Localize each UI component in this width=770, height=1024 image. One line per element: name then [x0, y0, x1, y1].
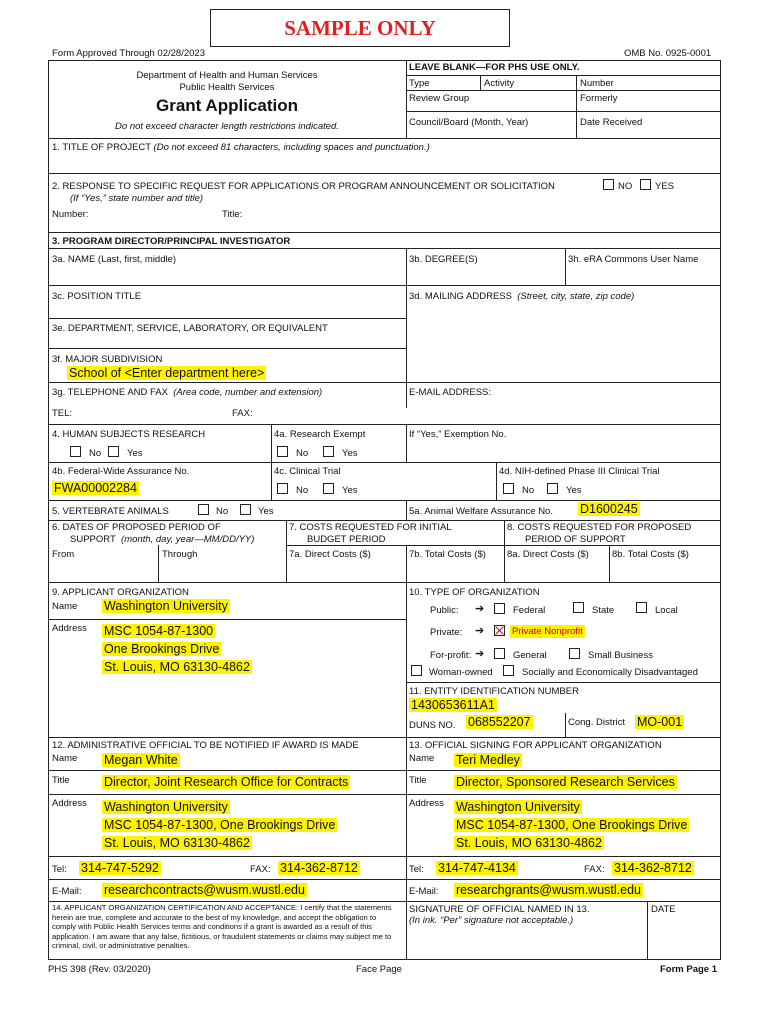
form-approved: Form Approved Through 02/28/2023 [52, 48, 205, 59]
hs-yes-label: Yes [127, 448, 143, 459]
number-label: Number: [52, 209, 89, 220]
va-no-checkbox[interactable] [198, 504, 209, 515]
admin-official-label: 12. ADMINISTRATIVE OFFICIAL TO BE NOTIFIED IF AWARD IS MADE [52, 740, 359, 751]
admin-name-label: Name [52, 753, 78, 764]
arrow-icon: ➔ [475, 648, 485, 660]
admin-email-label: E-Mail: [52, 886, 82, 897]
ein-label: 11. ENTITY IDENTIFICATION NUMBER [409, 686, 579, 697]
human-subjects-label: 4. HUMAN SUBJECTS RESEARCH [52, 429, 206, 440]
arrow-icon: ➔ [475, 625, 485, 637]
blank-type: Type [409, 78, 430, 89]
org-address-label: Address [52, 623, 87, 634]
signer-title-value[interactable]: Director, Sponsored Research Services [456, 775, 675, 789]
pi-era-label: 3h. eRA Commons User Name [568, 254, 699, 265]
phase3-label: 4d. NIH-defined Phase III Clinical Trial [499, 466, 660, 477]
applicant-org-label: 9. APPLICANT ORGANIZATION [52, 587, 189, 598]
signer-address-line1[interactable]: Washington University [456, 800, 580, 814]
va-yes-label: Yes [258, 506, 274, 517]
admin-name-value[interactable]: Megan White [104, 753, 178, 767]
date-label: DATE [651, 904, 676, 915]
admin-tel-label: Tel: [52, 864, 67, 875]
private-nonprofit-checkbox[interactable] [494, 625, 505, 636]
pi-heading: 3. PROGRAM DIRECTOR/PRINCIPAL INVESTIGATOR [52, 236, 291, 247]
pi-phone-label: 3g. TELEPHONE AND FAX (Area code, number and extension) [52, 387, 323, 398]
fwa-label: 4b. Federal-Wide Assurance No. [52, 466, 190, 477]
stamp-text: SAMPLE ONLY [284, 16, 436, 40]
woman-owned-label: Woman-owned [429, 667, 493, 678]
org-type-label: 10. TYPE OF ORGANIZATION [409, 587, 540, 598]
costs-initial-label-2: BUDGET PERIOD [307, 534, 386, 545]
exempt-no-checkbox[interactable] [277, 446, 288, 457]
state-label: State [592, 605, 615, 616]
p3-no-label: No [522, 485, 535, 496]
private-nonprofit-label: Private Nonprofit [512, 626, 583, 637]
admin-address-line1[interactable]: Washington University [104, 800, 228, 814]
local-label: Local [655, 605, 678, 616]
ct-yes-label: Yes [342, 485, 358, 496]
exempt-yes-label: Yes [342, 448, 358, 459]
costs-initial-label: 7. COSTS REQUESTED FOR INITIAL [289, 522, 452, 533]
total-costs-8b: 8b. Total Costs ($) [612, 549, 689, 560]
costs-proposed-label: 8. COSTS REQUESTED FOR PROPOSED [507, 522, 692, 533]
direct-costs-8a: 8a. Direct Costs ($) [507, 549, 589, 560]
pi-subdivision-label: 3f. MAJOR SUBDIVISION [52, 354, 163, 365]
p3-yes-checkbox[interactable] [547, 483, 558, 494]
response-no-checkbox[interactable] [603, 179, 614, 190]
signer-email-value[interactable]: researchgrants@wusm.wustl.edu [456, 883, 641, 897]
org-address-line3[interactable]: St. Louis, MO 63130-4862 [104, 660, 250, 674]
response-yes-checkbox[interactable] [640, 179, 651, 190]
clinical-trial-label: 4c. Clinical Trial [274, 466, 341, 477]
leave-blank-heading: LEAVE BLANK—FOR PHS USE ONLY. [409, 62, 580, 73]
certification-text: 14. APPLICANT ORGANIZATION CERTIFICATION AND ACCEPTANCE: I certify that the statements herein are true, complete and accurate to the best of my knowledge, and accept the obligation to comply with Public Health Services terms and conditions if a grant is awarded as a result of this application. I am aware that any false, fictitious, or fraudulent statements or claims may subject me to criminal, civil, or administrative penalties. [52, 903, 392, 951]
awa-value[interactable]: D1600245 [580, 502, 638, 516]
response-label: 2. RESPONSE TO SPECIFIC REQUEST FOR APPLICATIONS OR PROGRAM ANNOUNCEMENT OR SOLICITATION [52, 181, 555, 192]
pi-department-label: 3e. DEPARTMENT, SERVICE, LABORATORY, OR EQUIVALENT [52, 323, 328, 334]
title-label: Title: [222, 209, 243, 220]
cong-label: Cong. District [568, 717, 626, 728]
ein-value[interactable]: 1430653611A1 [411, 698, 495, 712]
pi-fax-label: FAX: [232, 408, 253, 419]
ct-no-checkbox[interactable] [277, 483, 288, 494]
state-checkbox[interactable] [573, 602, 584, 613]
blank-activity: Activity [484, 78, 515, 89]
exemption-label: If “Yes,” Exemption No. [409, 429, 507, 440]
admin-address-line3[interactable]: St. Louis, MO 63130-4862 [104, 836, 250, 850]
admin-title-label: Title [52, 775, 70, 786]
org-name-label: Name [52, 601, 78, 612]
admin-fax-value[interactable]: 314-362-8712 [280, 861, 358, 875]
private-label: Private: [430, 627, 463, 638]
total-costs-7b: 7b. Total Costs ($) [409, 549, 486, 560]
signer-name-label: Name [409, 753, 435, 764]
vertebrate-label: 5. VERTEBRATE ANIMALS [52, 506, 169, 517]
org-address-line2[interactable]: One Brookings Drive [104, 642, 220, 656]
va-no-label: No [216, 506, 229, 517]
blank-date-received: Date Received [580, 117, 643, 128]
public-label: Public: [430, 605, 459, 616]
signer-email-label: E-Mail: [409, 886, 439, 897]
pi-mailing-label: 3d. MAILING ADDRESS (Street, city, state, zip code) [409, 291, 635, 302]
form-page-number: Form Page 1 [660, 964, 718, 975]
woman-owned-checkbox[interactable] [411, 665, 422, 676]
signer-fax-label: FAX: [584, 864, 605, 875]
omb-number: OMB No. 0925-0001 [624, 48, 712, 59]
blank-number: Number [580, 78, 614, 89]
general-checkbox[interactable] [494, 648, 505, 659]
admin-email-value[interactable]: researchcontracts@wusm.wustl.edu [104, 883, 305, 897]
p3-yes-label: Yes [566, 485, 582, 496]
exempt-no-label: No [296, 448, 309, 459]
signer-name-value[interactable]: Teri Medley [456, 753, 520, 767]
length-note: Do not exceed character length restrictions indicated. [115, 121, 339, 132]
response-yes-label: YES [655, 181, 675, 192]
disadvantaged-checkbox[interactable] [503, 665, 514, 676]
phs-name: Public Health Services [179, 82, 275, 93]
subdivision-value[interactable]: School of <Enter department here> [69, 366, 265, 380]
sample-stamp [210, 9, 510, 47]
signer-tel-label: Tel: [409, 864, 424, 875]
hs-no-label: No [89, 448, 102, 459]
dept-name: Department of Health and Human Services [136, 70, 318, 81]
signature-note: (In ink. “Per” signature not acceptable.) [409, 915, 574, 926]
arrow-icon: ➔ [475, 603, 485, 615]
disadvantaged-label: Socially and Economically Disadvantaged [522, 667, 698, 678]
admin-address-label: Address [52, 798, 87, 809]
research-exempt-label: 4a. Research Exempt [274, 429, 366, 440]
duns-value[interactable]: 068552207 [468, 715, 531, 729]
pi-name-label: 3a. NAME (Last, first, middle) [52, 254, 177, 265]
blank-formerly: Formerly [580, 93, 618, 104]
signer-address-line3[interactable]: St. Louis, MO 63130-4862 [456, 836, 602, 850]
forprofit-label: For-profit: [430, 650, 472, 661]
signer-fax-value[interactable]: 314-362-8712 [614, 861, 692, 875]
fwa-value[interactable]: FWA00002284 [54, 481, 137, 495]
pi-tel-label: TEL: [52, 408, 73, 419]
form-revision: PHS 398 (Rev. 03/2020) [48, 964, 151, 975]
federal-checkbox[interactable] [494, 603, 505, 614]
cong-value[interactable]: MO-001 [637, 715, 683, 729]
response-note: (If “Yes,” state number and title) [70, 193, 204, 204]
pi-email-label: E-MAIL ADDRESS: [409, 387, 492, 398]
federal-label: Federal [513, 605, 546, 616]
hs-no-checkbox[interactable] [70, 446, 81, 457]
org-address-line1[interactable]: MSC 1054-87-1300 [104, 624, 214, 638]
dates-label: 6. DATES OF PROPOSED PERIOD OF [52, 522, 221, 533]
from-label: From [52, 549, 75, 560]
hs-yes-checkbox[interactable] [108, 446, 119, 457]
blank-council: Council/Board (Month, Year) [409, 117, 529, 128]
direct-costs-7a: 7a. Direct Costs ($) [289, 549, 371, 560]
blank-review: Review Group [409, 93, 470, 104]
signer-tel-value[interactable]: 314-747-4134 [438, 861, 516, 875]
pi-degree-label: 3b. DEGREE(S) [409, 254, 478, 265]
face-page-label: Face Page [356, 964, 402, 975]
ct-yes-checkbox[interactable] [323, 483, 334, 494]
org-name-value[interactable]: Washington University [104, 599, 228, 613]
signer-address-label: Address [409, 798, 444, 809]
through-label: Through [162, 549, 198, 560]
p3-no-checkbox[interactable] [503, 483, 514, 494]
pi-position-label: 3c. POSITION TITLE [52, 291, 142, 302]
exempt-yes-checkbox[interactable] [323, 446, 334, 457]
awa-label: 5a. Animal Welfare Assurance No. [409, 506, 553, 517]
admin-fax-label: FAX: [250, 864, 271, 875]
project-title-label: 1. TITLE OF PROJECT (Do not exceed 81 characters, including spaces and punctuation.) [52, 142, 430, 153]
admin-address-line2[interactable]: MSC 1054-87-1300, One Brookings Drive [104, 818, 336, 832]
general-label: General [513, 650, 547, 661]
admin-tel-value[interactable]: 314-747-5292 [81, 861, 159, 875]
response-no-label: NO [618, 181, 633, 192]
dates-label-2: SUPPORT (month, day, year—MM/DD/YY) [70, 534, 255, 545]
va-yes-checkbox[interactable] [240, 504, 251, 515]
page-title: Grant Application [156, 96, 298, 115]
signer-title-label: Title [409, 775, 427, 786]
small-business-label: Small Business [588, 650, 653, 661]
local-checkbox[interactable] [636, 602, 647, 613]
duns-label: DUNS NO. [409, 720, 456, 731]
costs-proposed-label-2: PERIOD OF SUPPORT [525, 534, 626, 545]
admin-title-value[interactable]: Director, Joint Research Office for Contracts [104, 775, 349, 789]
signer-address-line2[interactable]: MSC 1054-87-1300, One Brookings Drive [456, 818, 688, 832]
ct-no-label: No [296, 485, 309, 496]
signature-label: SIGNATURE OF OFFICIAL NAMED IN 13. [409, 904, 590, 915]
signing-official-label: 13. OFFICIAL SIGNING FOR APPLICANT ORGANIZATION [409, 740, 662, 751]
small-business-checkbox[interactable] [569, 648, 580, 659]
